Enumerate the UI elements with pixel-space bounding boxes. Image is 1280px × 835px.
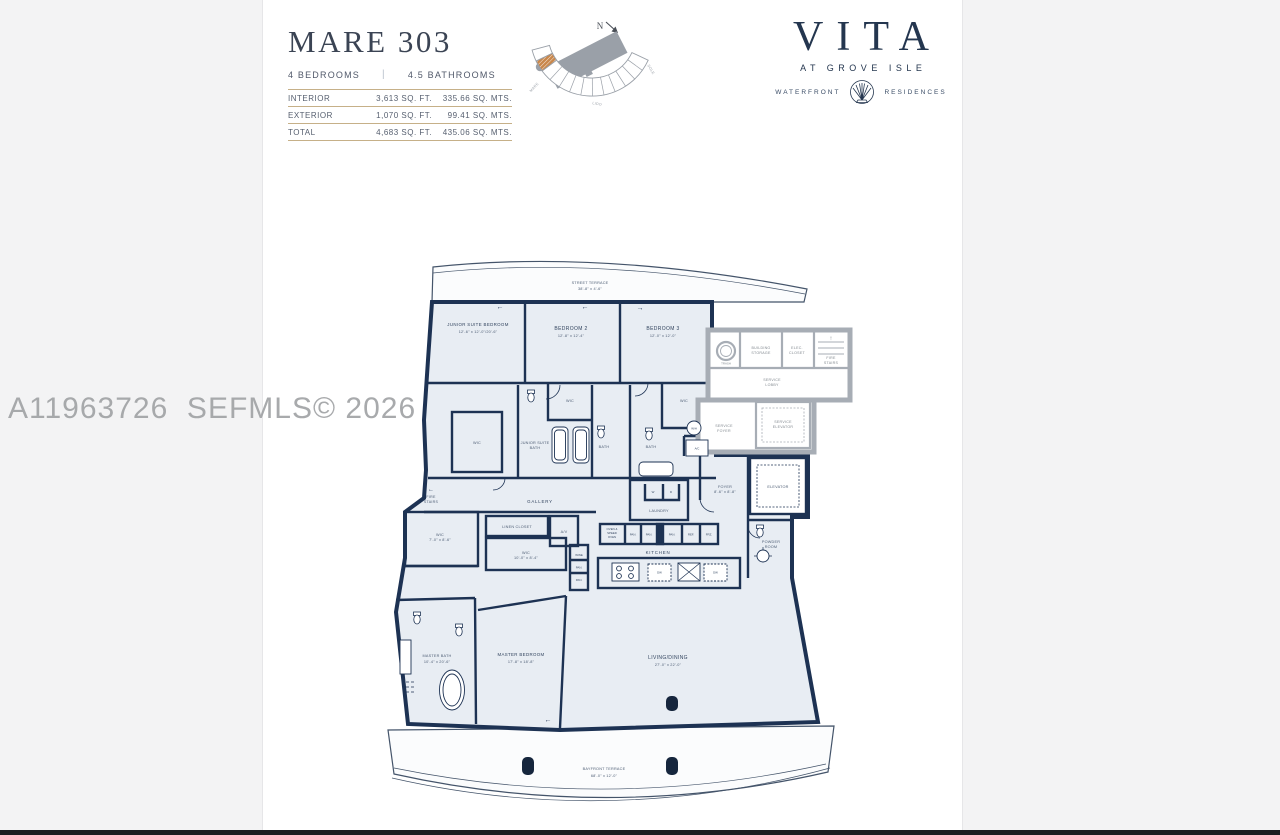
page-right-edge bbox=[962, 0, 963, 835]
room-gallery: GALLERY bbox=[527, 499, 553, 504]
svg-text:7'-0" x 8'-6": 7'-0" x 8'-6" bbox=[429, 538, 451, 542]
svg-text:PAN.: PAN. bbox=[629, 532, 637, 537]
stairs-up-arrow-icon: ↑ bbox=[829, 336, 833, 342]
room-wic-junior-big: WIC bbox=[473, 441, 481, 445]
svg-text:DW: DW bbox=[657, 570, 662, 575]
svg-text:→: → bbox=[636, 305, 644, 312]
svg-text:27'-0" x 22'-0": 27'-0" x 22'-0" bbox=[654, 663, 682, 667]
svg-text:STAIRS: STAIRS bbox=[823, 361, 839, 365]
svg-text:STAIRS: STAIRS bbox=[423, 500, 439, 504]
row-sqmts: 435.06 SQ. MTS. bbox=[442, 128, 512, 137]
svg-text:10'-0" x 8'-4": 10'-0" x 8'-4" bbox=[513, 556, 539, 560]
unit-title: MARE 303 bbox=[288, 24, 452, 59]
service-block bbox=[698, 330, 850, 452]
room-laundry: LAUNDRY bbox=[649, 509, 669, 513]
svg-text:←: ← bbox=[496, 304, 504, 311]
svg-text:←: ← bbox=[581, 304, 589, 311]
row-sqft: 3,613 SQ. FT. bbox=[376, 94, 432, 103]
terrace-column bbox=[522, 757, 534, 775]
svg-text:FRZ.: FRZ. bbox=[705, 532, 713, 537]
svg-text:FOYER: FOYER bbox=[717, 485, 733, 489]
svg-text:W: W bbox=[651, 490, 655, 494]
keyplan-label-lido: LIDO bbox=[592, 101, 603, 107]
svg-text:BAYFRONT TERRACE: BAYFRONT TERRACE bbox=[582, 767, 626, 771]
table-row bbox=[288, 123, 512, 141]
row-label: EXTERIOR bbox=[288, 111, 333, 120]
unit-header bbox=[288, 24, 518, 141]
svg-text:OVEN &: OVEN & bbox=[606, 527, 618, 531]
svg-text:WIC: WIC bbox=[522, 551, 530, 555]
svg-text:BEDROOM 2: BEDROOM 2 bbox=[554, 326, 588, 332]
brand-logo bbox=[772, 16, 950, 105]
svg-text:68'-0" x 12'-0": 68'-0" x 12'-0" bbox=[590, 774, 618, 778]
brand-subtitle: AT GROVE ISLE bbox=[800, 63, 927, 73]
room-bath-2: BATH bbox=[598, 445, 610, 449]
brand-tagline bbox=[772, 79, 950, 105]
svg-text:STREET TERRACE: STREET TERRACE bbox=[571, 281, 609, 285]
svg-text:FOYER: FOYER bbox=[717, 429, 731, 433]
svg-text:A/C: A/C bbox=[694, 446, 700, 451]
svg-text:W/H: W/H bbox=[691, 426, 697, 431]
svg-text:ELEC.: ELEC. bbox=[791, 346, 803, 350]
svg-text:12'-6" x 12'-0"/20'-6": 12'-6" x 12'-0"/20'-6" bbox=[458, 330, 498, 334]
svg-text:PAN.: PAN. bbox=[575, 578, 583, 582]
browser-bottom-bar bbox=[0, 830, 1280, 835]
room-wic-bed3: WIC bbox=[680, 399, 688, 403]
north-arrow-icon bbox=[597, 21, 618, 33]
table-row bbox=[288, 89, 512, 106]
mls-watermark: A11963726 SEFMLS© 2026 bbox=[8, 392, 417, 425]
svg-text:OVEN: OVEN bbox=[607, 535, 617, 539]
svg-text:←: ← bbox=[428, 487, 434, 493]
svg-text:STORAGE: STORAGE bbox=[751, 351, 771, 355]
tag-waterfront: WATERFRONT bbox=[775, 88, 841, 96]
row-label: INTERIOR bbox=[288, 94, 331, 103]
svg-text:BUILDING: BUILDING bbox=[751, 346, 771, 350]
terrace-column bbox=[666, 757, 678, 775]
svg-text:SERVICE: SERVICE bbox=[763, 378, 781, 382]
bed-bath-divider: | bbox=[382, 69, 386, 80]
svg-text:WIC: WIC bbox=[436, 533, 444, 537]
svg-text:17'-8" x 18'-8": 17'-8" x 18'-8" bbox=[507, 660, 535, 664]
svg-text:JUNIOR SUITE BEDROOM: JUNIOR SUITE BEDROOM bbox=[447, 322, 509, 327]
svg-text:MASTER BEDROOM: MASTER BEDROOM bbox=[497, 652, 545, 657]
svg-text:←: ← bbox=[544, 717, 552, 724]
svg-text:SERVICE: SERVICE bbox=[715, 424, 733, 428]
svg-text:10'-4" x 20'-6": 10'-4" x 20'-6" bbox=[423, 660, 451, 664]
table-row bbox=[288, 106, 512, 123]
elevator-room bbox=[750, 458, 806, 514]
row-label: TOTAL bbox=[288, 128, 316, 137]
svg-text:WINE: WINE bbox=[575, 553, 583, 557]
keyplan-label-mare: MARE bbox=[528, 81, 540, 93]
svg-text:LOBBY: LOBBY bbox=[765, 383, 779, 387]
room-kitchen: KITCHEN bbox=[645, 550, 671, 555]
svg-text:N: N bbox=[596, 21, 604, 31]
floorplan-svg bbox=[370, 248, 880, 823]
bedrooms-label: 4 BEDROOMS bbox=[288, 69, 361, 80]
row-sqft: 1,070 SQ. FT. bbox=[376, 111, 432, 120]
svg-text:JUNIOR SUITE: JUNIOR SUITE bbox=[520, 441, 550, 445]
svg-text:CLOSET: CLOSET bbox=[789, 351, 805, 355]
tag-residences: RESIDENCES bbox=[884, 88, 947, 96]
svg-text:D: D bbox=[669, 490, 673, 494]
brand-name: VITA bbox=[793, 14, 942, 60]
room-bath-3: BATH bbox=[645, 445, 657, 449]
svg-text:PAN.: PAN. bbox=[645, 532, 653, 537]
svg-text:SPEED: SPEED bbox=[607, 531, 617, 535]
svg-text:12'-8" x 12'-4": 12'-8" x 12'-4" bbox=[557, 334, 585, 338]
svg-text:POWDER: POWDER bbox=[761, 540, 781, 544]
area-table bbox=[288, 89, 512, 141]
keyplan-svg bbox=[520, 12, 665, 124]
row-sqmts: 335.66 SQ. MTS. bbox=[442, 94, 512, 103]
svg-text:BATH: BATH bbox=[529, 446, 541, 450]
svg-text:ROOM: ROOM bbox=[764, 545, 778, 549]
svg-text:PAN.: PAN. bbox=[575, 565, 583, 570]
svg-text:ELEVATOR: ELEVATOR bbox=[767, 485, 789, 489]
row-sqft: 4,683 SQ. FT. bbox=[376, 128, 432, 137]
svg-text:LIVING/DINING: LIVING/DINING bbox=[648, 655, 688, 661]
svg-text:SERVICE: SERVICE bbox=[774, 420, 792, 424]
svg-text:BEDROOM 3: BEDROOM 3 bbox=[646, 326, 680, 332]
svg-text:REF.: REF. bbox=[687, 532, 695, 537]
svg-text:MASTER BATH: MASTER BATH bbox=[422, 654, 452, 658]
svg-text:38'-8" x 4'-6": 38'-8" x 4'-6" bbox=[577, 287, 603, 291]
street-terrace bbox=[432, 261, 807, 302]
svg-text:ELEVATOR: ELEVATOR bbox=[772, 425, 794, 429]
trash-chute: TRASH bbox=[721, 361, 731, 366]
bayfront-terrace bbox=[388, 726, 834, 801]
living-column bbox=[666, 696, 678, 711]
room-linen-closet: LINEN CLOSET bbox=[502, 525, 532, 529]
svg-text:8'-6" x 8'-8": 8'-6" x 8'-8" bbox=[714, 490, 736, 494]
svg-text:PAN.: PAN. bbox=[668, 532, 676, 537]
svg-text:FIRE: FIRE bbox=[826, 356, 836, 360]
svg-text:DW: DW bbox=[713, 570, 718, 575]
bed-bath-line bbox=[288, 69, 518, 80]
row-sqmts: 99.41 SQ. MTS. bbox=[447, 111, 512, 120]
svg-text:FIRE: FIRE bbox=[426, 495, 436, 499]
room-av: A/V bbox=[560, 530, 568, 534]
keyplan-label-sole: SOLE bbox=[646, 63, 656, 76]
svg-text:12'-0" x 12'-0": 12'-0" x 12'-0" bbox=[649, 334, 677, 338]
room-wic-jr-top: WIC bbox=[566, 399, 574, 403]
bathrooms-label: 4.5 BATHROOMS bbox=[407, 69, 496, 80]
shell-icon bbox=[847, 79, 877, 105]
